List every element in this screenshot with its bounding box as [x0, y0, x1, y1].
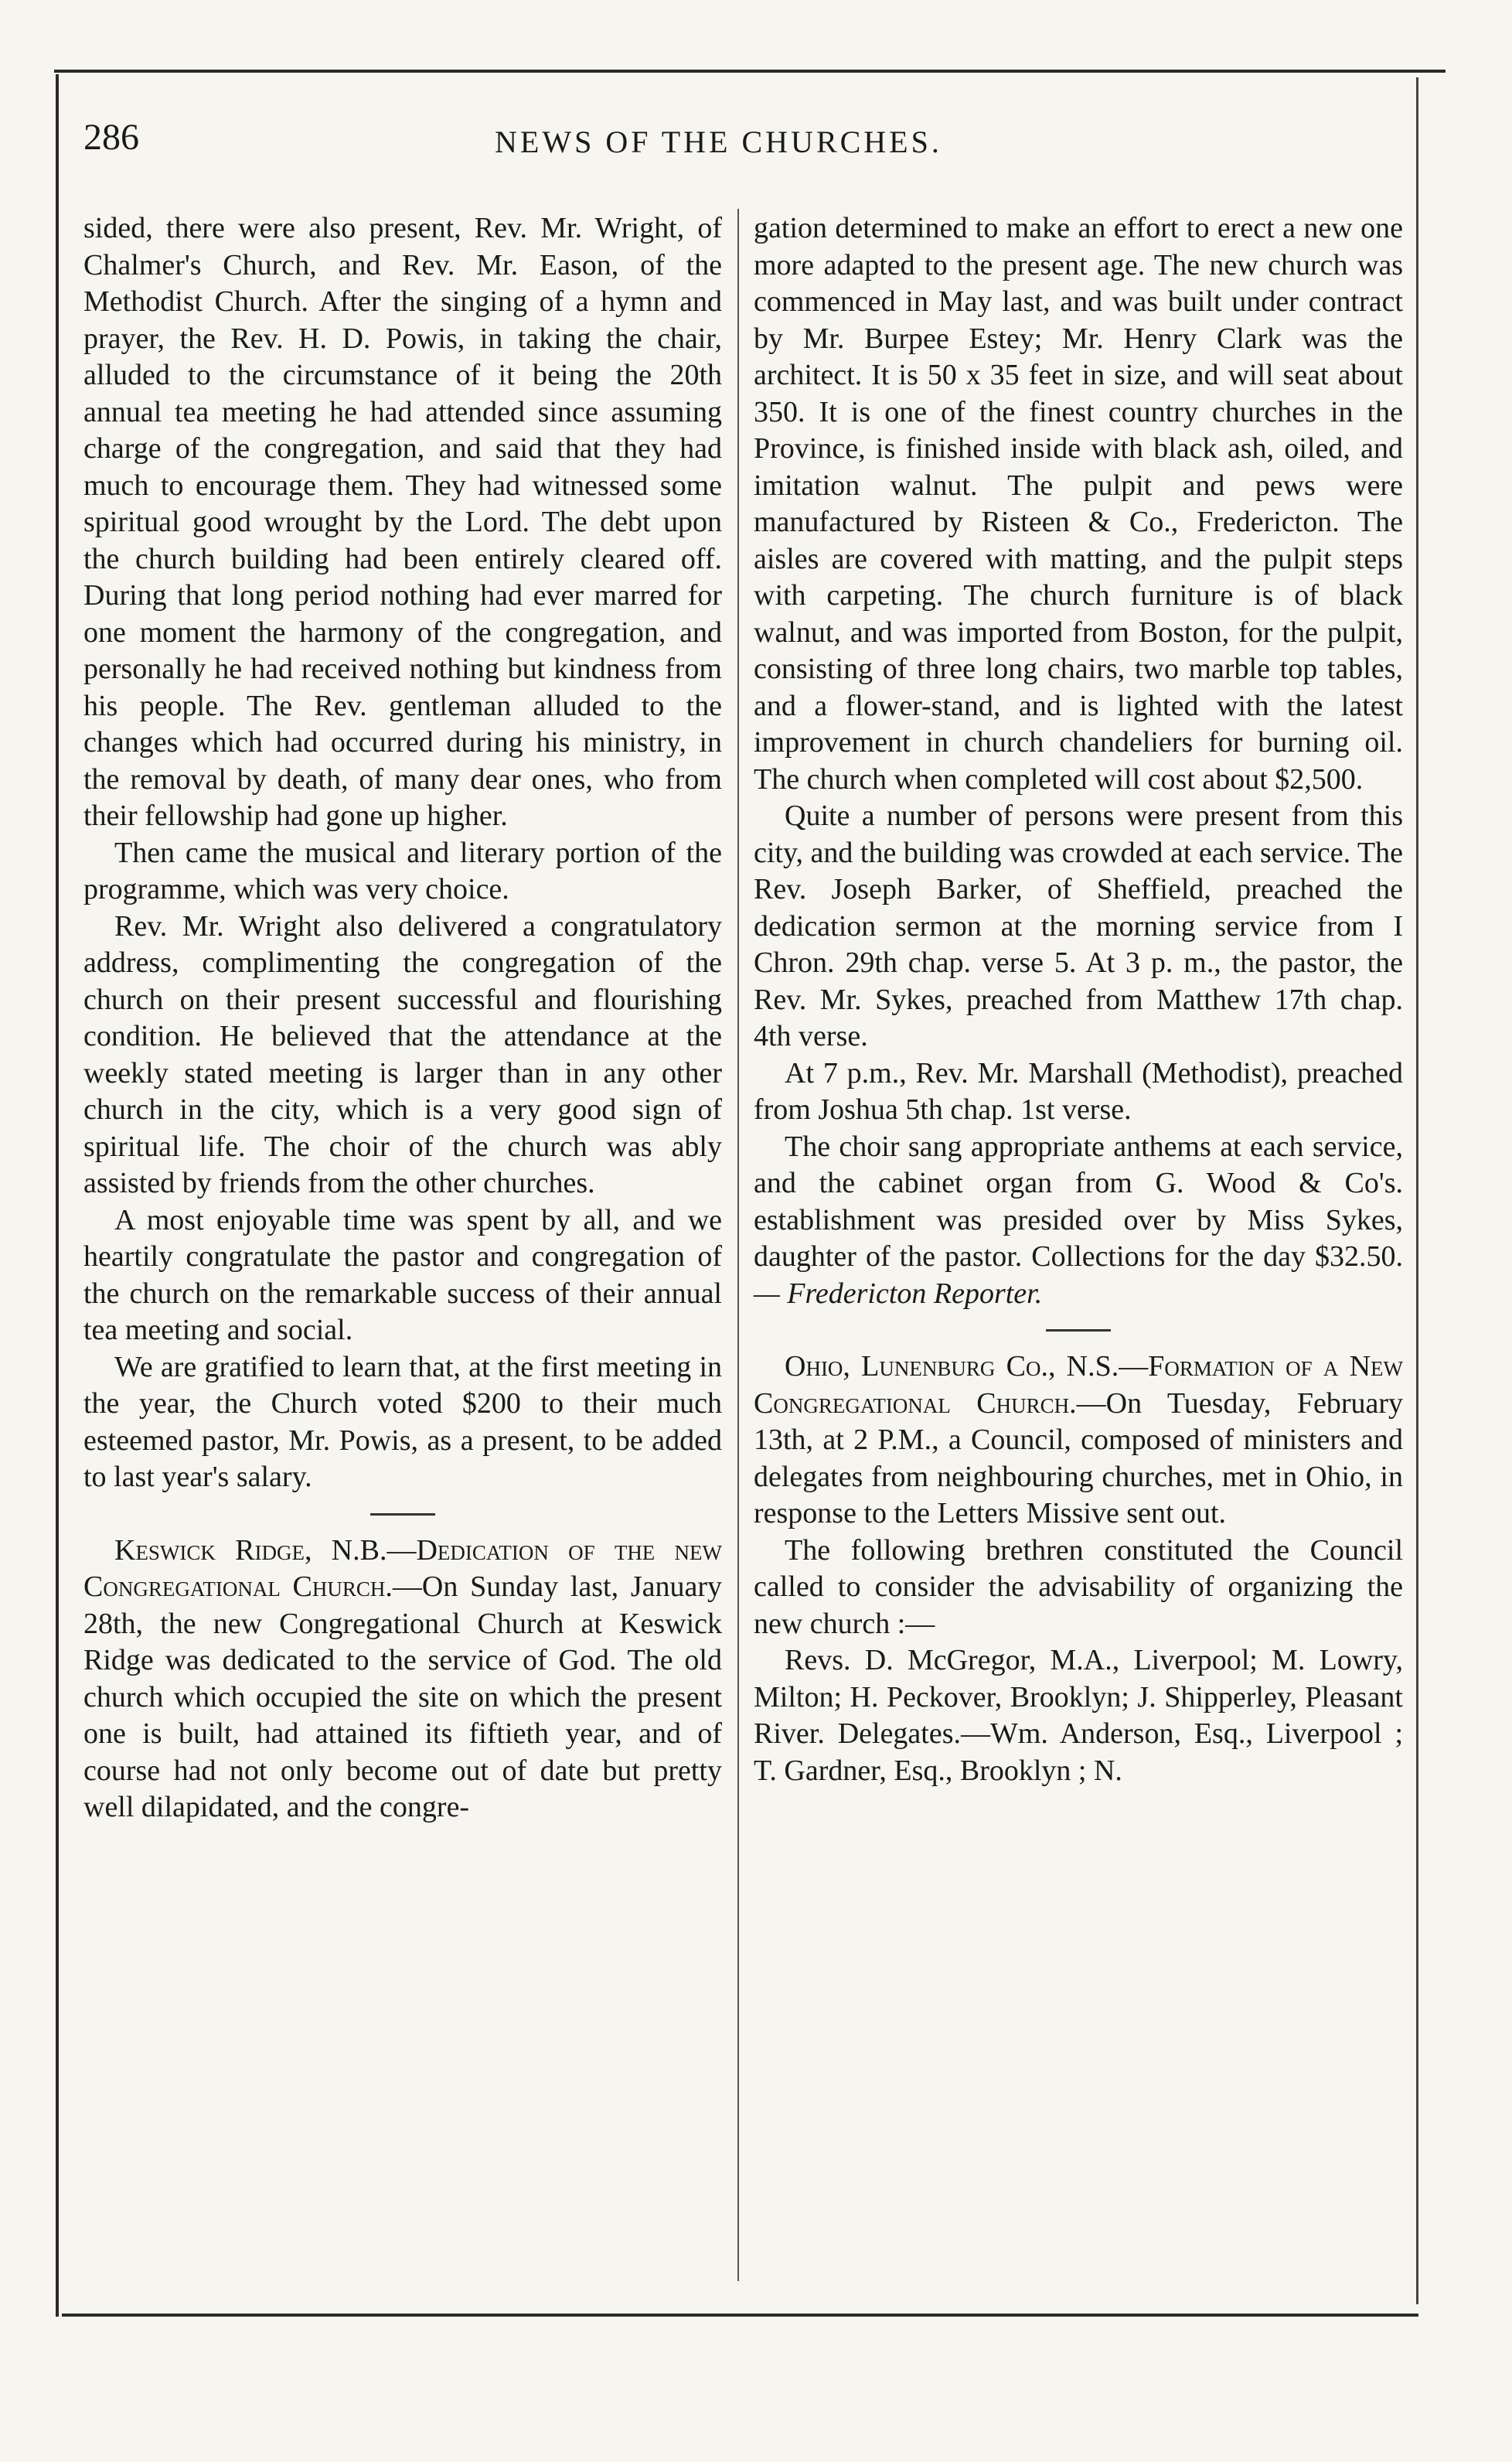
- article-body: —On Tuesday, February 13th, at 2 P.M., a Council, composed of ministers and delegates from neighbouring churches, met in Ohio, in response to the Letters Missive sent out.: [754, 1386, 1403, 1529]
- right-column: [754, 210, 1403, 1789]
- page-frame-right-rule: [1416, 77, 1418, 2304]
- paragraph: Rev. Mr. Wright also delivered a congratulatory address, complimenting the congregation of the church on their present successful and flourishing condition. He believed that the attendance at the weekly stated meeting is larger than in any other church in the city, which is a very good sign of spiritual life. The choir of the church was ably assisted by friends from the other churches.: [83, 909, 722, 1199]
- paragraph: [754, 1129, 1403, 1313]
- article-body: —On Sunday last, January 28th, the new Congregational Church at Keswick Ridge was dedicated to the service of God. The old church which occupied the site on which the present one is built, had attained its fiftieth year, and of course had not only become out of date but pretty well dilapidated, and the congre-: [83, 1570, 722, 1823]
- paragraph: sided, there were also present, Rev. Mr. Wright, of Chalmer's Church, and Rev. Mr. Eason, of the Methodist Church. After the singing of a hymn and prayer, the Rev. H. D. Powis, in taking the chair, alluded to the circumstance of it being the 20th annual tea meeting he had attended since assuming charge of the congregation, and said that they had much to encourage them. They had witnessed some spiritual good wrought by the Lord. The debt upon the church building had been entirely cleared off. During that long period nothing had ever marred for one moment the harmony of the congregation, and personally he had received nothing but kindness from his people. The Rev. gentleman alluded to the changes which had occurred during his ministry, in the removal by death, of many dear ones, who from their fellowship had gone up higher.: [83, 212, 722, 832]
- article-ohio: [754, 1349, 1403, 1533]
- running-head: NEWS OF THE CHURCHES.: [495, 124, 942, 159]
- page-frame-left-rule: [56, 74, 59, 2317]
- section-divider: [370, 1513, 435, 1516]
- paragraph: We are gratified to learn that, at the first meeting in the year, the Church voted $200 to their much esteemed pastor, Mr. Powis, as a present, to be added to last year's salary.: [83, 1350, 722, 1493]
- article-keswick-ridge: [83, 1533, 722, 1826]
- article-heading: Ohio, Lunenburg Co., N.S.—Formation of a New Congregational Church.: [754, 1350, 1403, 1420]
- paragraph: Then came the musical and literary portion of the programme, which was very choice.: [83, 836, 722, 905]
- paragraph: At 7 p.m., Rev. Mr. Marshall (Methodist), preached from Joshua 5th chap. 1st verse.: [754, 1056, 1403, 1126]
- page-frame-bottom-rule: [62, 2314, 1418, 2317]
- paragraph-text: The choir sang appropriate anthems at each service, and the cabinet organ from G. Wood & Co's. establishment was presided over by Miss Sykes, daughter of the pastor. Collections for the day $32.50.: [754, 1130, 1403, 1273]
- page-frame-top-rule: [54, 70, 1446, 73]
- source-attribution: — Fredericton Reporter.: [754, 1277, 1043, 1310]
- paragraph: Quite a number of persons were present from this city, and the building was crowded at each service. The Rev. Joseph Barker, of Sheffield, preached the dedication sermon at the morning service from I Chron. 29th chap. verse 5. At 3 p. m., the pastor, the Rev. Mr. Sykes, preached from Matthew 17th chap. 4th verse.: [754, 800, 1403, 1052]
- column-divider: [737, 209, 739, 2281]
- paragraph: A most enjoyable time was spent by all, and we heartily congratulate the pastor and congregation of the church on the remarkable success of their annual tea meeting and social.: [83, 1203, 722, 1346]
- paragraph: Revs. D. McGregor, M.A., Liverpool; M. Lowry, Milton; H. Peckover, Brooklyn; J. Shipperley, Pleasant River. Delegates.—Wm. Anderson, Esq., Liverpool ; T. Gardner, Esq., Brooklyn ; N.: [754, 1644, 1403, 1787]
- article-heading: Keswick Ridge, N.B.—Dedication of the new Congregational Church.: [83, 1533, 722, 1603]
- page-number: 286: [83, 117, 139, 158]
- left-column: [83, 210, 722, 1826]
- paragraph: The following brethren constituted the Council called to consider the advisability of organizing the new church :—: [754, 1533, 1403, 1640]
- paragraph: gation determined to make an effort to erect a new one more adapted to the present age. The new church was commenced in May last, and was built under contract by Mr. Burpee Estey; Mr. Henry Clark was the architect. It is 50 x 35 feet in size, and will seat about 350. It is one of the finest country churches in the Province, is finished inside with black ash, oiled, and imitation walnut. The pulpit and pews were manufactured by Risteen & Co., Fredericton. The aisles are covered with matting, and the pulpit steps with carpeting. The church furniture is of black walnut, and was imported from Boston, for the pulpit, consisting of three long chairs, two marble top tables, and a flower-stand, and is lighted with the latest improvement in church chandeliers for burning oil. The church when completed will cost about $2,500.: [754, 212, 1403, 796]
- section-divider: [1046, 1329, 1111, 1332]
